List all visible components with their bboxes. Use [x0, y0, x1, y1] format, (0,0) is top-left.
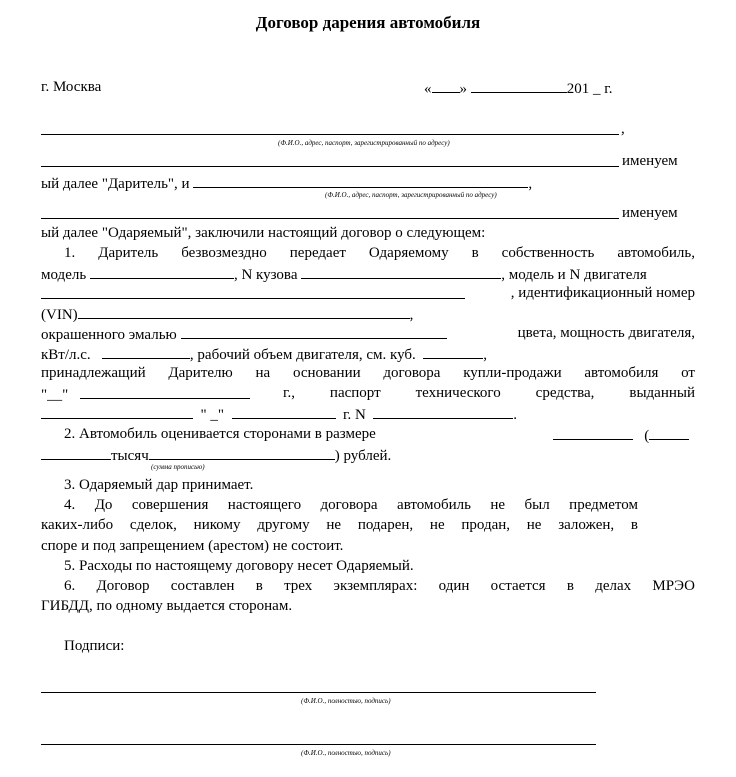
- date-day-blank[interactable]: [432, 78, 460, 93]
- recipient-hint: (Ф.И.О., адрес, паспорт, зарегистрированный по адресу): [325, 191, 497, 199]
- p1-date-line: [41, 384, 250, 404]
- donor-fio-line[interactable]: [41, 134, 619, 135]
- power-label: цвета, мощность двигателя,: [517, 325, 695, 341]
- city: г. Москва: [41, 79, 102, 95]
- p1-kw-line: [41, 344, 487, 364]
- donor-comma: ,: [621, 121, 625, 137]
- issued-day-quote: " _": [200, 407, 224, 423]
- price-words-blank-2[interactable]: [41, 445, 111, 460]
- document-title: Договор дарения автомобиля: [255, 13, 481, 32]
- p2-line1: [64, 425, 376, 443]
- p1-issued-line: [41, 404, 517, 424]
- recipient-fio-blank[interactable]: [193, 173, 528, 188]
- volume-blank[interactable]: [423, 344, 483, 359]
- donor-label: [41, 173, 532, 193]
- donor-hint: (Ф.И.О., адрес, паспорт, зарегистрированный по адресу): [278, 139, 450, 147]
- p2-line2: [41, 445, 391, 465]
- body-number-blank[interactable]: [301, 264, 501, 279]
- donor-named: именуем: [622, 153, 678, 169]
- issued-number-blank[interactable]: [373, 404, 513, 419]
- vin-comma: ,: [409, 307, 414, 323]
- recipient-comma: ,: [528, 176, 533, 192]
- p1-vin-label: , идентификационный номер: [510, 285, 695, 301]
- contract-month-blank[interactable]: [80, 384, 250, 399]
- p2-text: 2. Автомобиль оценивается сторонами в размере: [64, 426, 376, 442]
- p3: 3. Одаряемый дар принимает.: [64, 477, 254, 493]
- vin-blank[interactable]: [78, 304, 410, 319]
- p1-year-passport: г., паспорт технического средства, выданный: [283, 385, 695, 401]
- p1-vin-line: [41, 304, 413, 324]
- p1-line1: 1. Даритель безвозмездно передает Одаряемому в собственность автомобиль,: [64, 245, 695, 261]
- recipient-named: именуем: [622, 205, 678, 221]
- signatures-label: Подписи:: [64, 638, 125, 654]
- p6-line2: ГИБДД, по одному выдается сторонам.: [41, 598, 293, 614]
- issued-by-blank[interactable]: [41, 404, 193, 419]
- recipient-address-line[interactable]: [41, 218, 619, 219]
- volume-label: , рабочий объем двигателя, см. куб.: [189, 347, 416, 363]
- kw-label: кВт/л.с.: [41, 347, 91, 363]
- engine-number-line[interactable]: [41, 298, 465, 299]
- date-month-blank[interactable]: [471, 78, 567, 93]
- date-open-quote: «: [424, 81, 432, 97]
- p4-line1: 4. До совершения настоящего договора автомобиль не был предметом: [64, 497, 638, 513]
- donor-named-text: ый далее "Даритель", и: [41, 176, 190, 192]
- signature-line-1[interactable]: [41, 692, 596, 693]
- p5: 5. Расходы по настоящему договору несет Одаряемый.: [64, 558, 414, 574]
- issued-month-blank[interactable]: [232, 404, 336, 419]
- p1-owned: принадлежащий Дарителю на основании договора купли-продажи автомобиля от: [41, 365, 695, 381]
- price-words-blank[interactable]: [649, 425, 689, 440]
- volume-comma: ,: [483, 347, 488, 363]
- signature-line-2[interactable]: [41, 744, 596, 745]
- p2-price-line: [553, 425, 689, 445]
- p2-rubles: ) рублей.: [334, 448, 392, 464]
- date-line: [424, 78, 612, 98]
- p1-body-label: , N кузова: [233, 267, 298, 283]
- date-close-quote: »: [459, 81, 467, 97]
- p1-color-line: [41, 324, 447, 344]
- p6-line1: 6. Договор составлен в трех экземплярах: один остается в делах МРЭО: [64, 578, 695, 594]
- recipient-label: ый далее "Одаряемый", заключили настоящий договор о следующем:: [41, 225, 486, 241]
- vin-label: (VIN): [41, 307, 78, 323]
- color-blank[interactable]: [181, 324, 447, 339]
- p2-thousand: тысяч: [111, 448, 149, 464]
- price-blank[interactable]: [553, 425, 633, 440]
- p2-paren: (: [644, 428, 650, 444]
- donor-address-line[interactable]: [41, 166, 619, 167]
- p1-model-line: [41, 264, 647, 284]
- p4-line2: каких-либо сделок, никому другому не подарен, не продан, не заложен, в: [41, 517, 638, 533]
- color-label: окрашенного эмалью: [41, 327, 177, 343]
- date-year: 201 _ г.: [566, 81, 613, 97]
- model-blank[interactable]: [90, 264, 234, 279]
- p1-model-label: модель: [41, 267, 87, 283]
- issued-number-label: г. N: [343, 407, 366, 423]
- price-words-blank-3[interactable]: [149, 445, 335, 460]
- power-blank[interactable]: [102, 344, 190, 359]
- p4-line3: споре и под запрещением (арестом) не состоит.: [41, 538, 344, 554]
- signature-hint-1: (Ф.И.О., полностью, подпись): [301, 697, 391, 705]
- contract-day-quote: "__": [41, 387, 69, 403]
- issued-dot: .: [513, 407, 518, 423]
- p1-engine-label: , модель и N двигателя: [501, 267, 647, 283]
- signature-hint-2: (Ф.И.О., полностью, подпись): [301, 749, 391, 757]
- sum-hint: (сумма прописью): [151, 463, 205, 471]
